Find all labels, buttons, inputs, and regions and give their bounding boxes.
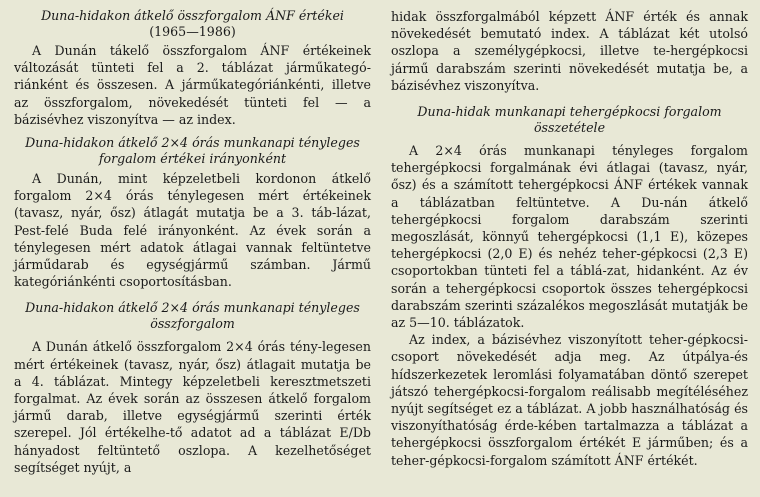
paragraph-truck-index: Az index, a bázisévhez viszonyított teher-gépkocsi-csoport növekedését adja meg. Az útpálya-és hídszerkezetek leromlási folyamatában döntő szerepet játszó tehergépkocsi-forgalom reálisabb megítéléséhez nyújt segítséget ez a táblázat. A jobb használhatóság és viszonyíthatóság érde-kében tartalmazza a táblázat a tehergépkocsi összforgalom értékét E járműben; és a teher-gépkocsi-forgalom számított ÁNF értékét.: [391, 332, 748, 468]
left-column: [14, 8, 371, 497]
section-heading-total-traffic: Duna-hidakon átkelő 2×4 órás munkanapi tényleges összforgalom: [25, 300, 360, 332]
section-heading-directional-traffic: Duna-hidakon átkelő 2×4 órás munkanapi tényleges forgalom értékei irányonként: [25, 135, 360, 167]
paragraph-directional-traffic: A Dunán, mint képzeletbeli kordonon átkelő forgalom 2×4 órás ténylegesen mért értékeinek (tavasz, nyár, ősz) átlagát mutatja be a 3. táb-lázat, Pest-felé Buda felé irányonként. Az évek során a ténylegesen mért adatok átlagai vannak feltüntetve járműdarab és egységjármű számban. Jármű kategóriánkénti csoportosításban.: [14, 171, 371, 290]
paragraph-truck-traffic: A 2×4 órás munkanapi tényleges forgalom tehergépkocsi forgalmának évi átlagai (tavasz, nyár, ősz) és a számított tehergépkocsi ÁNF értékek vannak a táblázatban feltüntetve. A Du-nán átkelő tehergépkocsi forgalom darabszám szerinti megoszlását, könnyű tehergépkocsi (1,1 E), közepes tehergépkocsi (2,0 E) és nehéz teher-gépkocsi (2,3 E) csoportokban tünteti fel a táblá-zat, hidanként. Az év során a tehergépkocsi csoportok összes tehergépkocsi darabszám szerinti százalékos megoszlását mutatják be az 5—10. táblázatok.: [391, 143, 748, 331]
right-column: [391, 8, 748, 497]
paragraph-anf-index-continued: hidak összforgalmából képzett ÁNF érték és annak növekedését bemutató index. A táblázat két utolsó oszlopa a személygépkocsi, illetve te-hergépkocsi jármű darabszám szerinti növekedését mutatja be, a bázisévhez viszonyítva.: [391, 9, 748, 93]
section-heading-truck-composition: Duna-hidak munkanapi tehergépkocsi forgalom összetétele: [417, 104, 722, 136]
paragraph-anf-change: A Dunán tákelő összforgalom ÁNF értékeinek változását tünteti fel a 2. táblázat járműkategó-riánként és összesen. A járműkategóriánkénti, illetve az összforgalom, növekedését tünteti fel — a bázisévhez viszonyítva — az index.: [14, 43, 371, 127]
section-heading-years: (1965—1986): [149, 24, 236, 39]
section-heading-anf-values: Duna-hidakon átkelő összforgalom ÁNF értékei: [41, 8, 344, 23]
paragraph-total-traffic: A Dunán átkelő összforgalom 2×4 órás tény-legesen mért értékeinek (tavasz, nyár, ősz) átlagait mutatja be a 4. táblázat. Mintegy képzeletbeli keresztmetszeti forgalmat. Az évek során az összesen átkelő forgalom jármű darab, illetve egységjármű szerinti érték szerepel. Jól értékelhe-tő adatot ad a táblázat E/Db hányadost feltüntető oszlopa. A kezelhetőséget segítséget nyújt, a: [14, 339, 371, 475]
